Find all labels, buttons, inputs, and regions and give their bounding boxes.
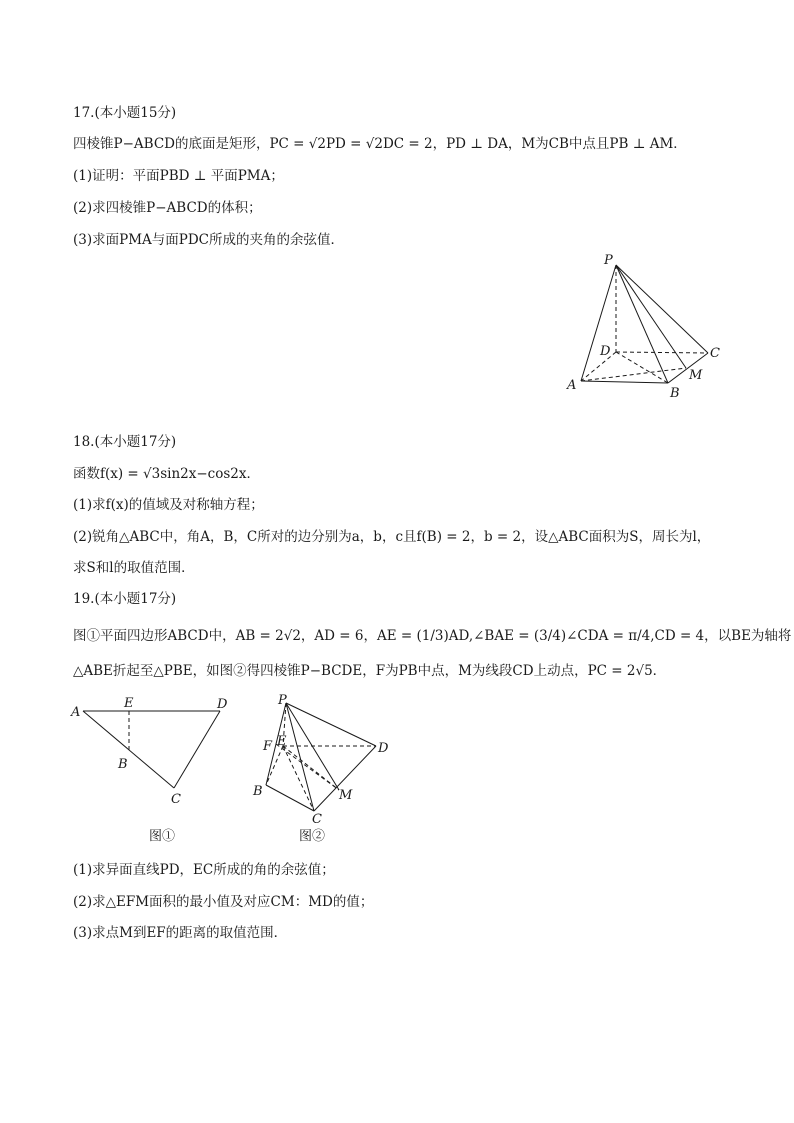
- q17-header: 17.(本小题15分): [73, 105, 177, 121]
- label-P: P: [278, 693, 287, 708]
- label-D: D: [217, 697, 228, 712]
- label-B: B: [118, 757, 128, 772]
- q19-figure1-quadrilateral: [66, 692, 236, 852]
- q19-header: 19.(本小题17分): [73, 591, 177, 607]
- q19-part2: (2)求△EFM面积的最小值及对应CM：MD的值；: [73, 894, 374, 910]
- edge-DA-dashed: [581, 352, 616, 381]
- edge-BC: [266, 785, 314, 811]
- edge-PC: [616, 265, 708, 353]
- q19-part1: (1)求异面直线PD，EC所成的角的余弦值；: [73, 862, 335, 878]
- edge-PC: [286, 703, 314, 811]
- q19-figure2-pyramid: [246, 688, 406, 853]
- q18-stem: 函数f(x) = √3sin2x−cos2x．: [73, 466, 261, 482]
- label-E: E: [124, 696, 134, 711]
- label-A: A: [567, 378, 577, 393]
- label-C: C: [171, 792, 181, 807]
- label-M: M: [339, 788, 353, 803]
- q17-part2: (2)求四棱锥P−ABCD的体积；: [73, 200, 262, 216]
- label-E: E: [277, 734, 287, 749]
- edge-DB-dashed: [616, 352, 668, 383]
- q17-stem: 四棱锥P−ABCD的底面是矩形，PC = √2PD = √2DC = 2，PD ⊥ DA，M为CB中点且PB ⊥ AM．: [73, 136, 687, 152]
- label-D: D: [600, 344, 611, 359]
- label-B: B: [253, 784, 263, 799]
- q17-part1: (1)证明：平面PBD ⊥ 平面PMA；: [73, 168, 284, 184]
- q19-stem-line2: △ABE折起至△PBE，如图②得四棱锥P−BCDE，F为PB中点，M为线段CD上动点，PC = 2√5．: [73, 663, 667, 679]
- label-P: P: [604, 253, 613, 268]
- edge-EM-dashed: [283, 746, 339, 790]
- q18-part1: (1)求f(x)的值域及对称轴方程；: [73, 497, 264, 513]
- edge-AM-dashed: [581, 368, 686, 381]
- q18-header: 18.(本小题17分): [73, 434, 177, 450]
- q17-part3: (3)求面PMA与面PDC所成的夹角的余弦值．: [73, 232, 345, 248]
- edge-DC-dashed: [616, 352, 708, 353]
- q18-part2-line2: 求S和l的取值范围．: [73, 560, 195, 576]
- figure1-caption: 图①: [149, 829, 176, 844]
- edge-AB: [581, 381, 668, 383]
- label-D: D: [378, 741, 389, 756]
- label-A: A: [71, 705, 81, 720]
- edge-EC-dashed: [283, 746, 314, 811]
- edge-DC: [174, 711, 220, 788]
- q17-pyramid-figure: [560, 248, 730, 403]
- edge-PA: [581, 265, 616, 381]
- q19-part3: (3)求点M到EF的距离的取值范围．: [73, 925, 288, 941]
- q19-stem-line1: 图①平面四边形ABCD中，AB = 2√2，AD = 6，AE = (1/3)AD,∠BAE = (3/4)∠CDA = π/4,CD = 4，以BE为轴将: [73, 628, 792, 644]
- label-F: F: [263, 739, 273, 754]
- label-M: M: [689, 368, 703, 383]
- label-C: C: [312, 812, 322, 827]
- figure2-caption: 图②: [299, 829, 326, 844]
- label-B: B: [670, 386, 680, 401]
- q18-part2-line1: (2)锐角△ABC中，角A，B，C所对的边分别为a，b，c且f(B) = 2，b = 2，设△ABC面积为S，周长为l，: [73, 529, 711, 545]
- edge-PB: [616, 265, 668, 383]
- label-C: C: [710, 346, 720, 361]
